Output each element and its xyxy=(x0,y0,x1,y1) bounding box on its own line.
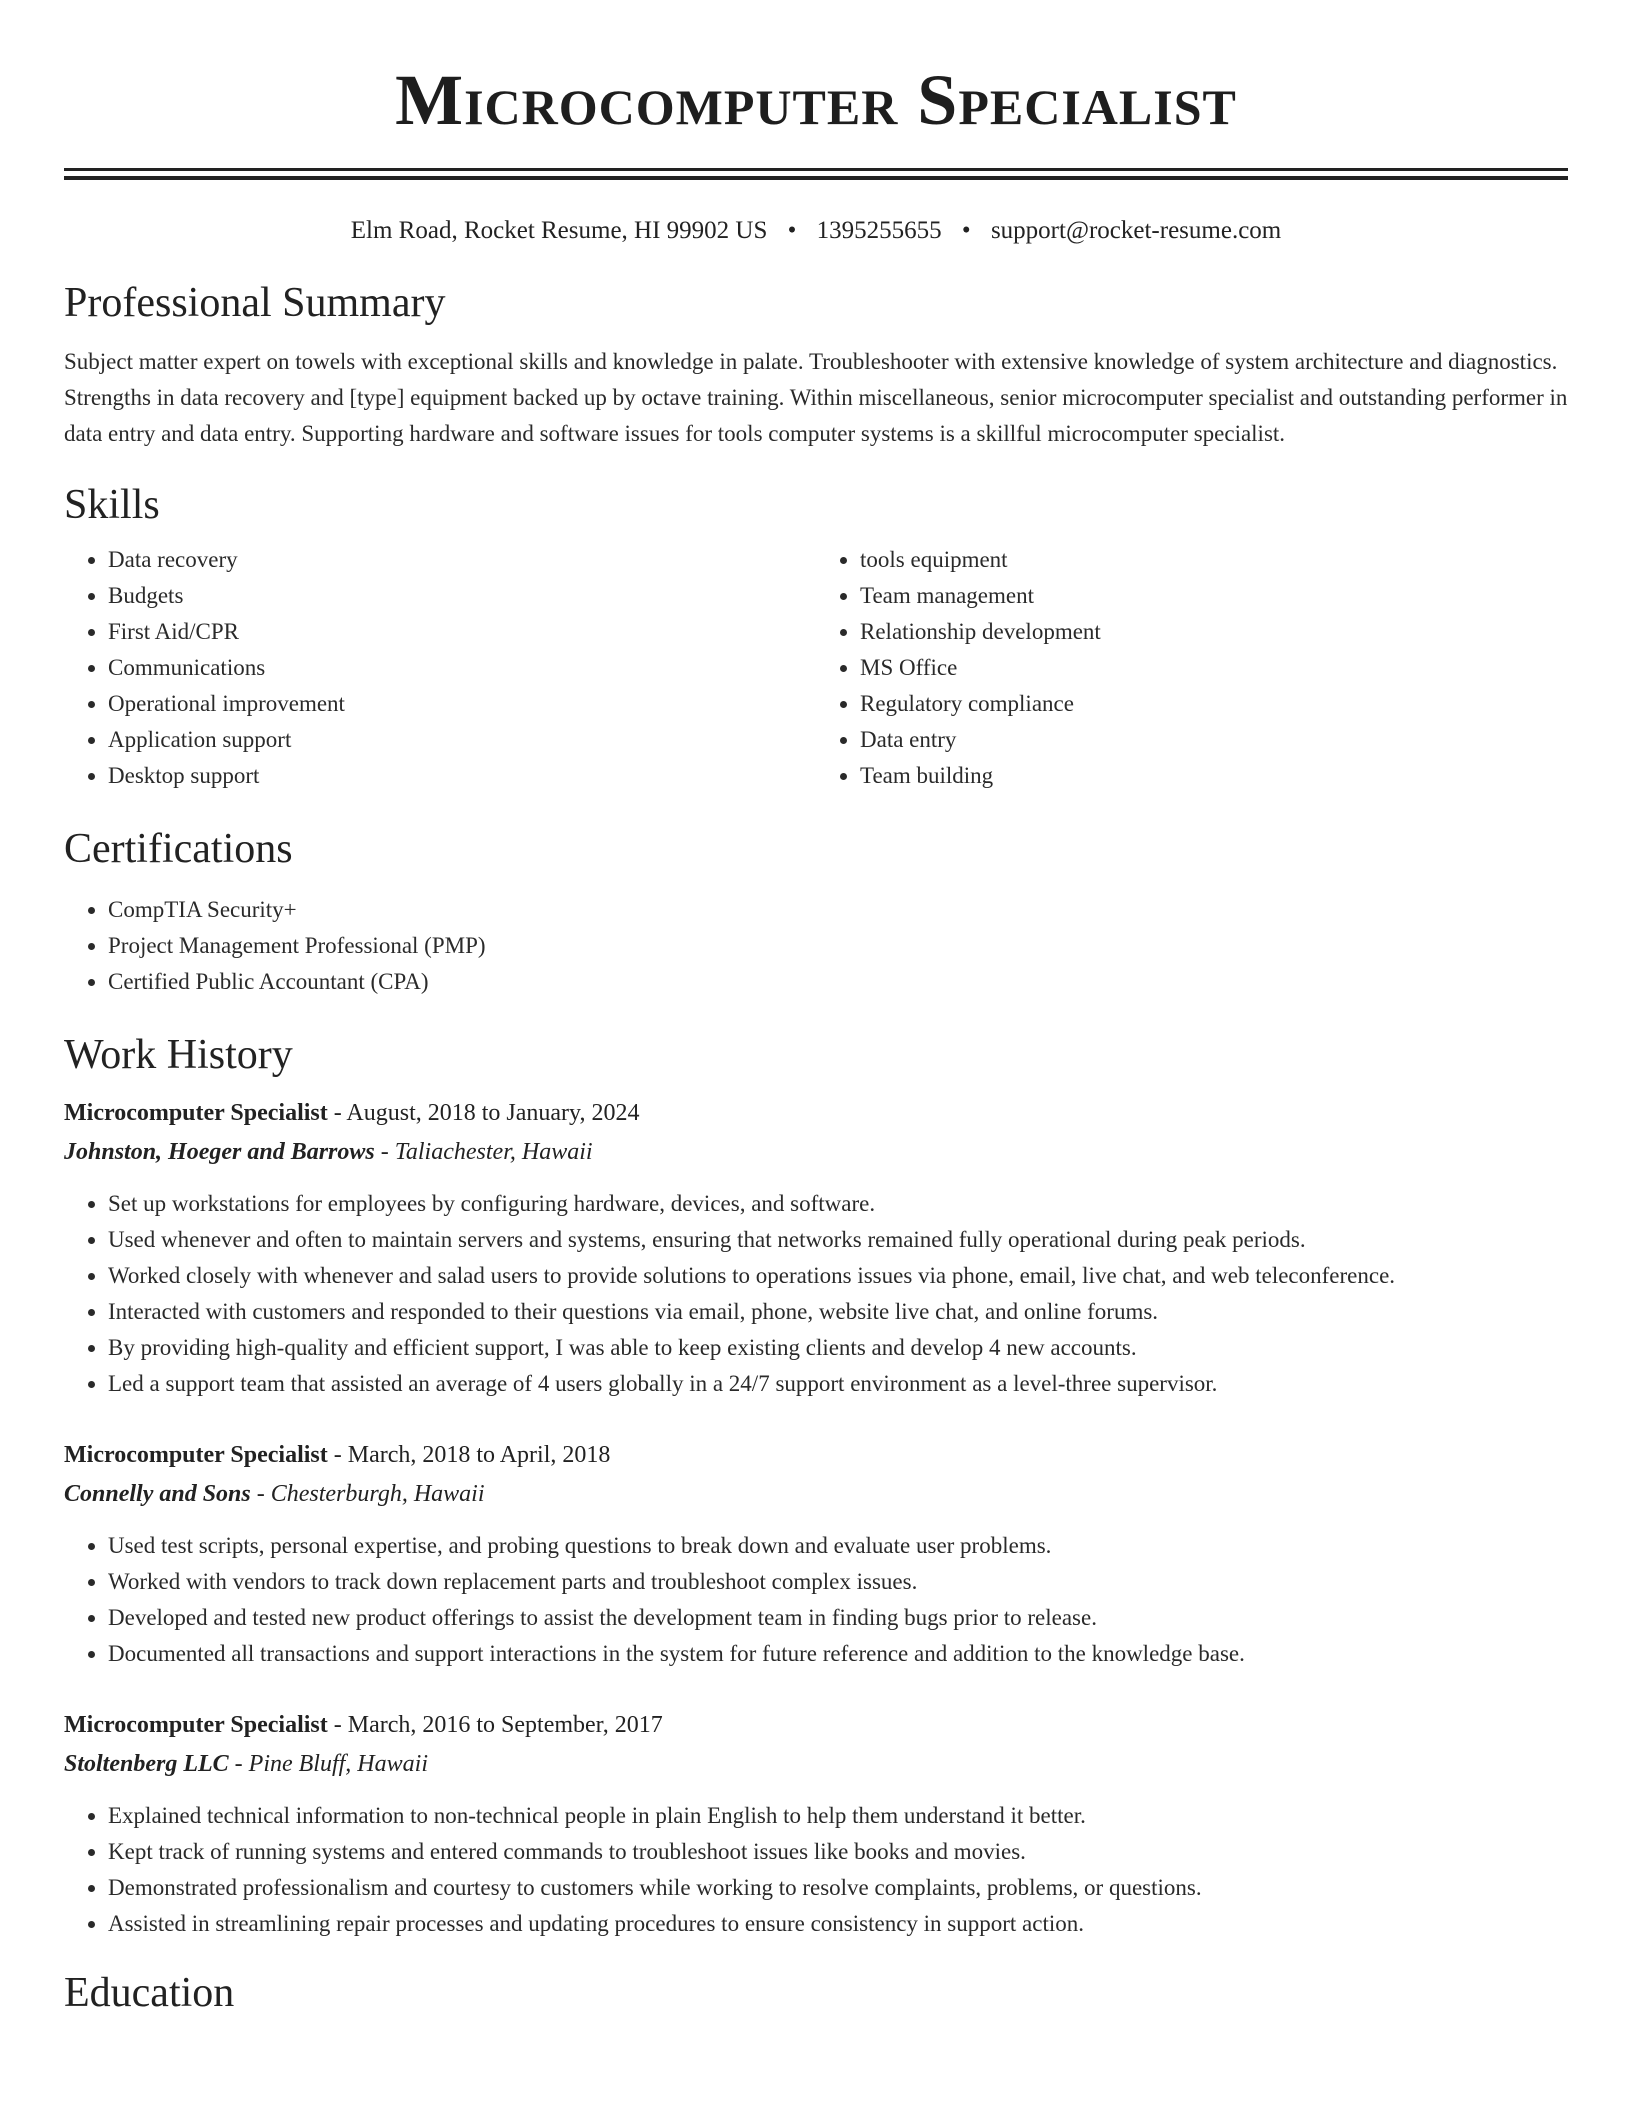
job-bullet: • Explained technical information to non-technical people in plain English to help them understand it better. xyxy=(108,1798,1568,1834)
job-location: - Chesterburgh, Hawaii xyxy=(250,1481,485,1507)
skill-item: • Team management xyxy=(860,578,1568,614)
skills-columns xyxy=(64,542,1568,794)
job-company: Johnston, Hoeger and Barrows xyxy=(64,1139,375,1165)
job-role: Microcomputer Specialist xyxy=(64,1712,328,1738)
job-company-line xyxy=(64,1132,1568,1172)
job-bullets xyxy=(64,1528,1568,1672)
contact-phone: 1395255655 xyxy=(816,217,942,244)
job-bullets xyxy=(64,1798,1568,1942)
skill-item: • tools equipment xyxy=(860,542,1568,578)
job-dates: - March, 2016 to September, 2017 xyxy=(327,1712,663,1738)
job-bullet: • By providing high-quality and efficient support, I was able to keep existing clients and develop 4 new accounts. xyxy=(108,1330,1568,1366)
certification-item: • CompTIA Security+ xyxy=(108,892,1568,928)
certification-item: • Certified Public Accountant (CPA) xyxy=(108,964,1568,1000)
job-bullet: • Used whenever and often to maintain servers and systems, ensuring that networks remained fully operational during peak periods. xyxy=(108,1222,1568,1258)
skill-item: • Application support xyxy=(108,722,816,758)
job-header xyxy=(64,1094,1568,1132)
education-heading: Education xyxy=(64,1970,235,2016)
contact-separator: • xyxy=(787,217,797,244)
job-bullet: • Assisted in streamlining repair processes and updating procedures to ensure consistency in support action. xyxy=(108,1906,1568,1942)
job-entry xyxy=(64,1706,1568,1942)
job-entry xyxy=(64,1436,1568,1672)
skill-item: • Data recovery xyxy=(108,542,816,578)
job-bullet: • Developed and tested new product offerings to assist the development team in finding bugs prior to release. xyxy=(108,1600,1568,1636)
contact-line xyxy=(64,216,1568,246)
job-bullet: • Led a support team that assisted an average of 4 users globally in a 24/7 support environment as a level-three supervisor. xyxy=(108,1366,1568,1402)
job-company: Connelly and Sons xyxy=(64,1481,251,1507)
job-bullet: • Documented all transactions and support interactions in the system for future reference and addition to the knowledge base. xyxy=(108,1636,1568,1672)
job-bullet: • Set up workstations for employees by configuring hardware, devices, and software. xyxy=(108,1186,1568,1222)
skills-heading: Skills xyxy=(64,482,160,528)
summary-heading: Professional Summary xyxy=(64,280,446,326)
skill-item: • MS Office xyxy=(860,650,1568,686)
skill-item: • First Aid/CPR xyxy=(108,614,816,650)
job-header xyxy=(64,1706,1568,1744)
certification-item: • Project Management Professional (PMP) xyxy=(108,928,1568,964)
page-title: Microcomputer Specialist xyxy=(395,60,1237,140)
job-company: Stoltenberg LLC xyxy=(64,1751,229,1777)
job-location: - Pine Bluff, Hawaii xyxy=(228,1751,428,1777)
job-location: - Taliachester, Hawaii xyxy=(374,1139,593,1165)
skill-item: • Desktop support xyxy=(108,758,816,794)
skill-item: • Budgets xyxy=(108,578,816,614)
skill-item: • Regulatory compliance xyxy=(860,686,1568,722)
job-dates: - March, 2018 to April, 2018 xyxy=(327,1442,611,1468)
job-bullet: • Kept track of running systems and entered commands to troubleshoot issues like books and movies. xyxy=(108,1834,1568,1870)
job-bullet: • Demonstrated professionalism and courtesy to customers while working to resolve complaints, problems, or questions. xyxy=(108,1870,1568,1906)
job-entry xyxy=(64,1094,1568,1402)
skill-item: • Relationship development xyxy=(860,614,1568,650)
contact-address: Elm Road, Rocket Resume, HI 99902 US xyxy=(350,217,768,244)
skill-item: • Data entry xyxy=(860,722,1568,758)
certifications-list xyxy=(64,892,1568,1000)
contact-separator: • xyxy=(961,217,971,244)
job-dates: - August, 2018 to January, 2024 xyxy=(327,1100,640,1126)
job-company-line xyxy=(64,1744,1568,1784)
work-history-heading: Work History xyxy=(64,1032,293,1078)
job-bullet: • Worked closely with whenever and salad users to provide solutions to operations issues via phone, email, live chat, and web teleconference. xyxy=(108,1258,1568,1294)
skills-list-left xyxy=(64,542,816,794)
certifications-heading: Certifications xyxy=(64,826,293,872)
job-role: Microcomputer Specialist xyxy=(64,1442,328,1468)
skills-list-right xyxy=(816,542,1568,794)
job-bullets xyxy=(64,1186,1568,1402)
skill-item: • Operational improvement xyxy=(108,686,816,722)
job-header xyxy=(64,1436,1568,1474)
summary-text: Subject matter expert on towels with exceptional skills and knowledge in palate. Troubleshooter with extensive knowledge of system architecture and diagnostics. Strengths in data recovery and [type] equipment backed up by octave training. Within miscellaneous, senior microcomputer specialist and outstanding performer in data entry and data entry. Supporting hardware and software issues for tools computer systems is a skillful microcomputer specialist. xyxy=(64,349,1568,446)
skill-item: • Team building xyxy=(860,758,1568,794)
skill-item: • Communications xyxy=(108,650,816,686)
contact-email: support@rocket-resume.com xyxy=(990,217,1282,244)
job-bullet: • Interacted with customers and responded to their questions via email, phone, website live chat, and online forums. xyxy=(108,1294,1568,1330)
title-divider xyxy=(64,168,1568,180)
job-bullet: • Worked with vendors to track down replacement parts and troubleshoot complex issues. xyxy=(108,1564,1568,1600)
job-role: Microcomputer Specialist xyxy=(64,1100,328,1126)
job-bullet: • Used test scripts, personal expertise, and probing questions to break down and evaluate user problems. xyxy=(108,1528,1568,1564)
job-company-line xyxy=(64,1474,1568,1514)
